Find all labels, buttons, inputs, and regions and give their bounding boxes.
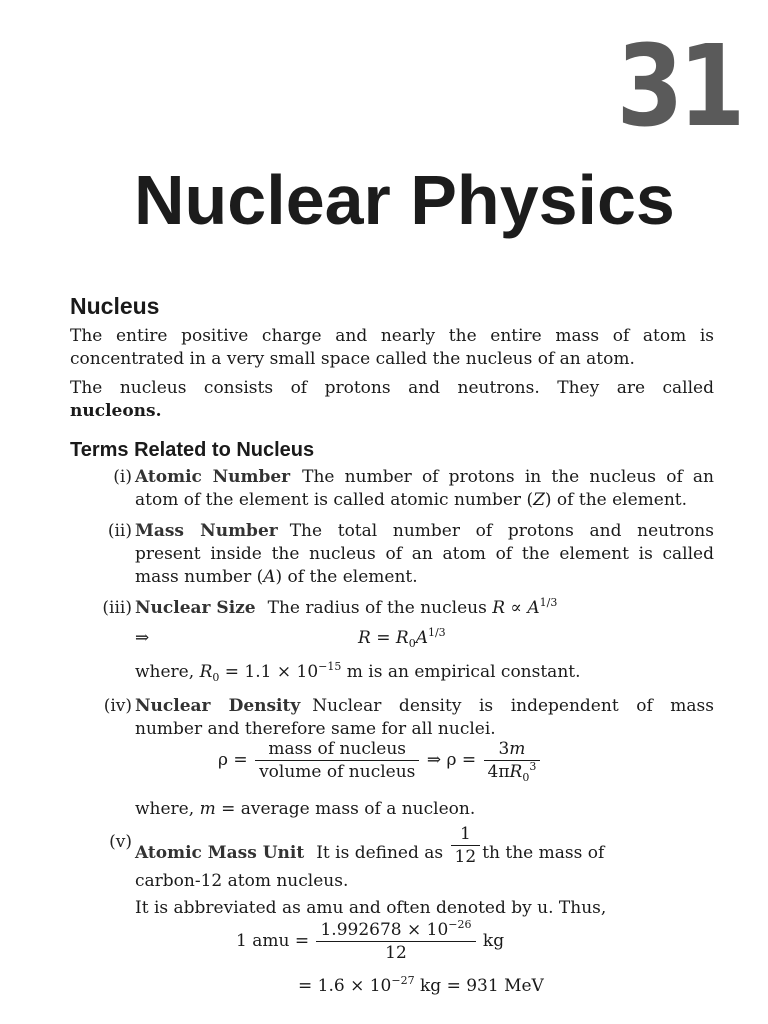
item-number: (ii) — [107, 521, 132, 541]
density-fraction-simplified: $\frac{3m}{4\pi R_0^3}$ — [484, 738, 541, 783]
amu-formula: 1 amu = $\frac{1.992678 \times 10^{-26}}{12}$ kg — [236, 918, 505, 963]
radius-formula: $R = R_0A^{1/3}$ — [358, 626, 446, 650]
paragraph-nucleus-definition: The entire positive charge and nearly the entire mass of atom is concentrated in a very small space called the nucleus of an atom. — [70, 326, 714, 369]
item-number: (v) — [109, 832, 132, 852]
density-formula: ρ = $\frac{\text{mass of nucleus}}{\text{volume of nucleus}}$ ⇒ ρ = $\frac{3m}{4\pi R_0^3}$ — [218, 738, 542, 783]
amu-fraction: $\frac{1.992678 \times 10^{-26}}{12}$ — [316, 919, 475, 964]
chapter-number: 31 — [616, 22, 741, 152]
amu-abbreviation-line: It is abbreviated as amu and often denoted by u. Thus, — [135, 898, 607, 918]
item-number: (iv) — [103, 696, 132, 716]
radius-constant-line: where, $R_0 = 1.1 \times 10^{-15}$ m is an empirical constant. — [135, 660, 581, 684]
implies-arrow: ⇒ — [135, 628, 150, 648]
item-number: (i) — [113, 467, 132, 487]
subsection-heading-terms: Terms Related to Nucleus — [70, 439, 315, 461]
chapter-title: Nuclear Physics — [134, 161, 675, 239]
mass-definition-line: where, m = average mass of a nucleon. — [135, 799, 476, 819]
nucleons-term: nucleons. — [70, 401, 162, 421]
paragraph-nucleons: The nucleus consists of protons and neutrons. They are called nucleons. — [70, 378, 714, 421]
amu-carbon-line: carbon-12 atom nucleus. — [135, 871, 349, 891]
radius-proportionality: $R \propto A^{1/3}$ — [492, 596, 558, 618]
term-label: Mass Number — [135, 521, 278, 541]
one-twelfth-fraction: $\frac{1}{12}$ — [451, 823, 481, 868]
density-fraction: $\frac{\text{mass of nucleus}}{\text{volume of nucleus}}$ — [255, 738, 419, 783]
item-number: (iii) — [102, 598, 132, 618]
term-label: Atomic Number — [135, 467, 291, 487]
amu-value-line: = $1.6 \times 10^{-27}$ kg = 931 MeV — [298, 974, 544, 996]
section-heading-nucleus: Nucleus — [70, 293, 160, 319]
term-label: Nuclear Size — [135, 598, 256, 618]
term-label: Nuclear Density — [135, 696, 301, 716]
term-label: Atomic Mass Unit — [135, 843, 305, 863]
